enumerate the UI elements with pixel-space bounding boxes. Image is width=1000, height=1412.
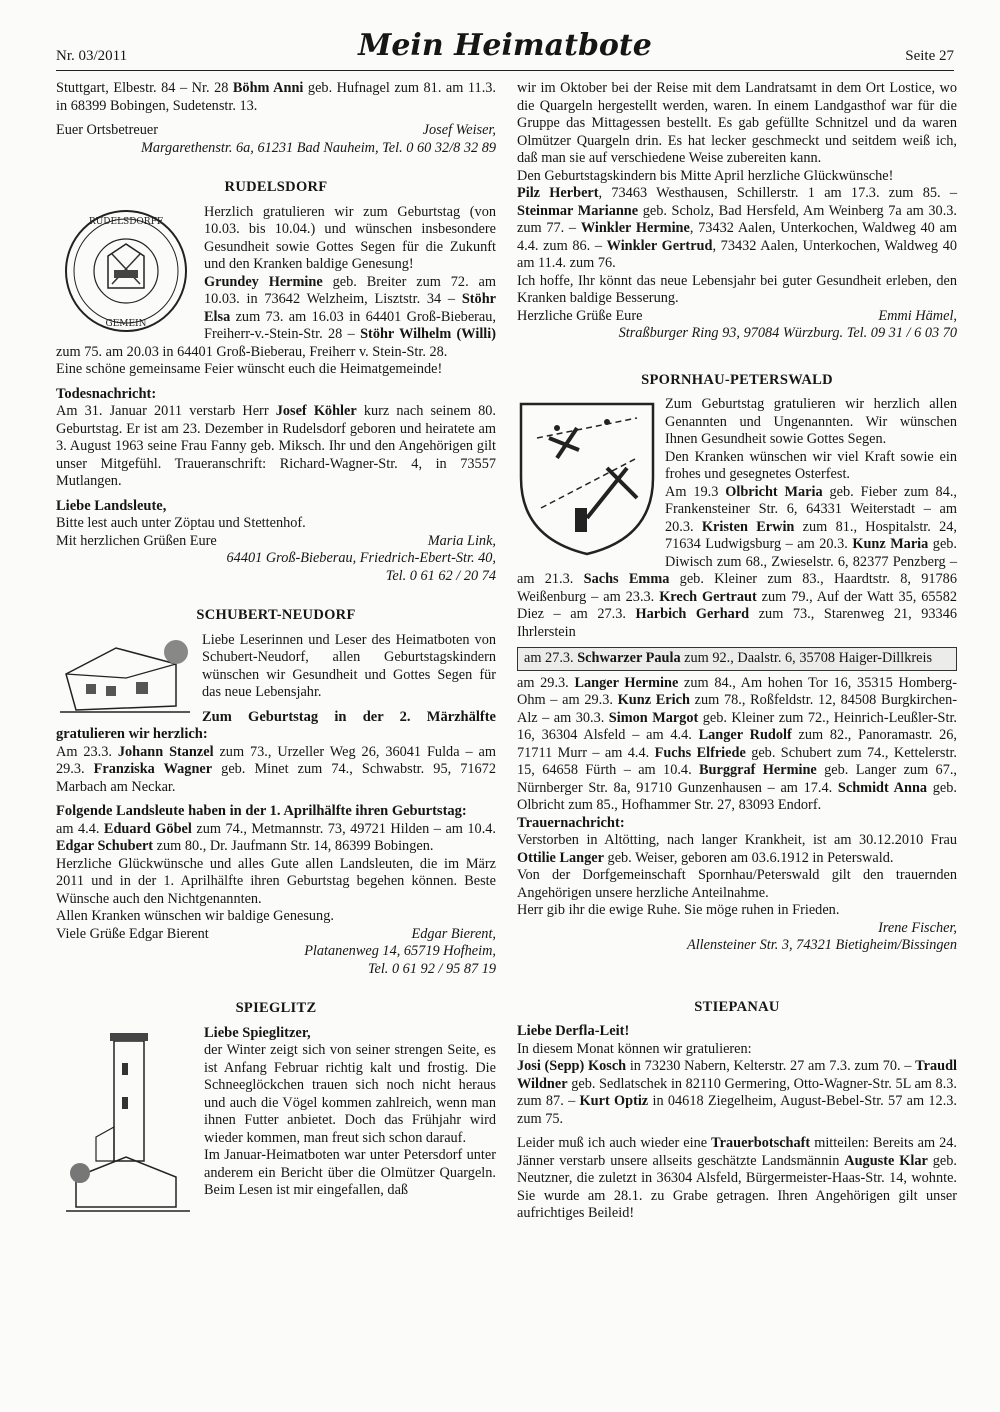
section-title-spornhau-peterswald: SPORNHAU-PETERSWALD [641, 371, 833, 388]
mourning-notice-heading: Trauernachricht: [517, 814, 625, 831]
page-header [56, 28, 954, 72]
schubert-april-list: am 4.4. Eduard Göbel zum 74., Metmannstr. 73, 49721 Hilden – am 10.4. Edgar Schubert zum 80., Dr. Jaufmann Str. 14, 86399 Bobingen. [56, 820, 497, 854]
schubert-address: Platanenweg 14, 65719 Hofheim, [304, 943, 496, 959]
schubert-signature: Viele Grüße Edgar Bierent Edgar Bierent, [56, 925, 496, 942]
stiepanau-mourning: Leider muß ich auch wieder eine Trauerbotschaft mitteilen: Bereits am 24. Jänner verstarb unsere allseits geschätzte Landsmännin Auguste Klar geb. Neutzner, die zuletzt in 36304 Alsfeld, Bürgermeister-Haas-Str. 14, wohnte. Sie wurde am 28.1. zu Grabe getragen. Ihren Angehörigen gilt unser aufrichtiges Beileid! [517, 1135, 957, 1221]
page-number: Seite 27 [905, 48, 954, 64]
spornhau-coat-of-arms-image [517, 398, 657, 564]
intro-signature: Euer Ortsbetreuer Josef Weiser, [56, 122, 496, 138]
spieglitz-signature: Herzliche Grüße Eure Emmi Hämel, [517, 307, 957, 324]
schubert-wishes: Herzliche Glückwünsche und alles Gute allen Landsleuten, die im März 2011 und in der 1. Aprilhälfte ihren Geburtstag begehen können. Beste Wünsche auch den Nichtgenannten. [56, 855, 496, 907]
mourning-prayer: Herr gib ihr die ewige Ruhe. Sie möge ruhen in Frieden. [517, 902, 840, 918]
spieglitz-paragraph-2: Im Januar-Heimatboten war unter Petersdorf unter anderem ein Bericht über die Olmützer Quargeln. Beim Lesen ist mir eingefallen, daß [204, 1147, 496, 1198]
spornhau-birthday-list-2: am 29.3. Langer Hermine zum 84., Am hohen Tor 16, 35315 Homberg-Ohm – am 29.3. Kunz Erich zum 78., Roßfeldstr. 12, 84508 Burgkirchen-Alz – am 30.3. Simon Margot geb. Kleiner zum 72., Heinrich-Leußler-Str. 16, 36304 Alsfeld – am 4.4. Langer Rudolf zum 82., Panoramastr. 26, 71711 Murr – am 4.4. Fuchs Elfriede geb. Schubert zum 74., Kettelerstr. 15, 64658 Fürth – am 10.4. Burggraf Hermine geb. Langer zum 67., Nürnberger Str. 8a, 91710 Gunzenhausen – am 17.4. Schmidt Anna geb. Olbricht zum 85., Hofhammer Str. 27, 83093 Endorf. [517, 674, 958, 813]
spornhau-address: Allensteiner Str. 3, 74321 Bietigheim/Bissingen [686, 937, 957, 953]
section-title-rudelsdorf: RUDELSDORF [224, 179, 328, 195]
stiepanau-birthday-list: Josi (Sepp) Kosch in 73230 Nabern, Kelterstr. 27 am 7.3. zum 70. – Traudl Wildner geb. Sedlatschek in 82110 Germering, Otto-Wagner-Str. 5L am 8.3. zum 87. – Kurt Optiz in 04618 Ziegelheim, August-Bebel-Str. 57 am 12.3. zum 75. [517, 1058, 958, 1127]
intro-address: Margarethenstr. 6a, 61231 Bad Nauheim, Tel. 0 60 32/8 32 89 [140, 139, 496, 156]
schubert-house-image [56, 634, 194, 722]
death-notice-heading: Todesnachricht: [56, 385, 157, 402]
stiepanau-greeting: Liebe Derfla-Leit! [517, 1023, 630, 1039]
mourning-community: Von der Dorfgemeinschaft Spornhau/Peterswald gilt den trauernden Angehörigen unsere herzliche Anteilnahme. [517, 867, 957, 901]
spieglitz-birthday-greeting: Den Geburtstagskindern bis Mitte April herzliche Glückwünsche! [517, 167, 894, 184]
stiepanau-intro: In diesem Monat können wir gratulieren: [517, 1040, 752, 1057]
spieglitz-address: Straßburger Ring 93, 97084 Würzburg. Tel. 09 31 / 6 03 70 [618, 325, 957, 341]
svg-text:RUDELSDORFF: RUDELSDORFF [88, 216, 164, 227]
rudelsdorf-phone: Tel. 0 61 62 / 20 74 [385, 567, 496, 584]
rudelsdorf-address: 64401 Groß-Bieberau, Friedrich-Ebert-Str. 40, [226, 550, 496, 566]
rudelsdorf-seal-image [56, 206, 196, 342]
intro-paragraph: Stuttgart, Elbestr. 84 – Nr. 28 Böhm Anni geb. Hufnagel zum 81. am 11.3. in 68399 Bobingen, Sudetenstr. 13. [56, 80, 496, 114]
mourning-notice-text: Verstorben in Altötting, nach langer Krankheit, ist am 30.12.2010 Frau Ottilie Langer geb. Weiser, geboren am 03.6.1912 in Peterswald. [517, 832, 957, 866]
schubert-get-well: Allen Kranken wünschen wir baldige Genesung. [56, 908, 334, 924]
right-column [517, 80, 957, 1223]
rudelsdorf-wish: Eine schöne gemeinsame Feier wünscht euch die Heimatgemeinde! [56, 361, 443, 377]
masthead-logo: Mein Heimatbote [358, 28, 652, 63]
svg-text:GEMEIN: GEMEIN [105, 318, 147, 329]
rudelsdorf-signature: Mit herzlichen Grüßen Eure Maria Link, [56, 532, 496, 549]
spieglitz-greeting: Liebe Spieglitzer, [204, 1024, 311, 1041]
left-column [56, 80, 496, 1224]
rudelsdorf-birthdays: Grundey Hermine geb. Breiter zum 72. am 10.03. in 73642 Welzheim, Lisztstr. 34 – Stöhr Elsa zum 73. am 16.03 in 64401 Groß-Bieberau, Freiherr-v.-Stein-Str. 28 – Stöhr Wilhelm (Willi) zum 75. am 20.03 in 64401 Groß-Bieberau, Freiherr v. Stein-Str. 28. [56, 273, 496, 360]
spieglitz-paragraph-1: der Winter zeigt sich von seiner strengen Seite, es ist Anfang Februar richtig kalt und frostig. Die Schneeglöckchen trauen sich noch nicht heraus und auch die Vögel kommen zahlreich, wenn man ihnen Futter anbietet. Doch das Frühjahr wird wieder kommen, man freut sich schon darauf. [204, 1042, 496, 1146]
spornhau-signature: Irene Fischer, [878, 919, 957, 936]
schubert-march-list: Am 23.3. Johann Stanzel zum 73., Urzeller Weg 26, 36041 Fulda – am 29.3. Franziska Wagner geb. Minet zum 74., Schwabstr. 95, 71672 Marbach am Neckar. [56, 743, 496, 795]
issue-number: Nr. 03/2011 [56, 48, 128, 64]
landsleute-heading: Liebe Landsleute, [56, 497, 167, 514]
spieglitz-birthday-list: Pilz Herbert, 73463 Westhausen, Schillerstr. 1 am 17.3. zum 85. – Steinmar Marianne geb. Scholz, Bad Hersfeld, Am Weinberg 7a am 30.3. zum 77. – Winkler Hermine, 73432 Aalen, Unterkochen, Waldweg 40 am 4.4. zum 86. – Winkler Gertrud, 73432 Aalen, Unterkochen, Waldweg 40 am 11.4. zum 76. [517, 185, 958, 271]
section-title-schubert-neudorf: SCHUBERT-NEUDORF [196, 607, 356, 623]
schubert-intro: Liebe Leserinnen und Leser des Heimatboten von Schubert-Neudorf, allen Geburtstagskindern wünschen wir Gesundheit und Gottes Segen für das neue Lebensjahr. [202, 631, 496, 700]
section-title-stiepanau: STIEPANAU [694, 998, 780, 1015]
landsleute-text: Bitte lest auch unter Zöptau und Stettenhof. [56, 515, 306, 531]
spieglitz-tower-image [56, 1027, 196, 1223]
schubert-april-heading: Folgende Landsleute haben in der 1. Aprilhälfte ihren Geburtstag: [56, 803, 467, 819]
spieglitz-continued: wir im Oktober bei der Reise mit dem Landratsamt in dem Ort Lostice, wo die Quargeln hergestellt werden, waren. In einem Landgasthof war für die Gruppe das Mittagessen bestellt. Es gab gefüllte Schnitzel und da waren Olmützer Quargeln drin. Es hat lecker geschmeckt und seitdem weiß ich, daß man sie auf verschiedene Weise zubereiten kann. [517, 80, 957, 166]
spieglitz-hope: Ich hoffe, Ihr könnt das neue Lebensjahr bei guter Gesundheit erleben, den Kranken baldige Besserung. [517, 272, 957, 306]
rudelsdorf-intro: Herzlich gratulieren wir zum Geburtstag (von 10.03. bis 10.04.) und wünschen insbesondere Gesundheit sowie Gottes Segen für die Zukunft und den Kranken baldige Genesung! [204, 203, 496, 272]
spornhau-intro: Zum Geburtstag gratulieren wir herzlich allen Genannten und Ungenannten. Wir wünschen Ihnen Gesundheit sowie Gottes Segen. [665, 396, 957, 447]
spornhau-birthday-list-1: Am 19.3 Olbricht Maria geb. Fieber zum 84., Frankensteiner Str. 6, 64331 Weiterstadt – am 20.3. Kristen Erwin zum 81., Hospitalstr. 24, 71634 Ludwigsburg – am 20.3. Kunz Maria geb. Diwisch zum 68., Zwieselstr. 6, 82377 Penzberg – am 21.3. Sachs Emma geb. Kleiner zum 83., Haardtstr. 8, 91786 Weißenburg – am 23.3. Krech Gertraut zum 79., Auf der Watt 35, 65582 Diez – am 27.3. Harbich Gerhard zum 73., Starenweg 21, 93346 Ihrlerstein [517, 483, 958, 640]
schubert-march-heading: Zum Geburtstag in der 2. Märzhälfte gratulieren wir herzlich: [56, 708, 496, 742]
spornhau-get-well: Den Kranken wünschen wir viel Kraft sowie ein frohes und gesegnetes Osterfest. [665, 448, 957, 482]
section-title-spieglitz: SPIEGLITZ [235, 1000, 317, 1016]
highlighted-birthday-box: am 27.3. Schwarzer Paula zum 92., Daalstr. 6, 35708 Haiger-Dillkreis [517, 647, 957, 671]
death-notice-text: Am 31. Januar 2011 verstarb Herr Josef Köhler kurz nach seinem 80. Geburtstag. Er ist am 23. Dezember in Rudelsdorf geboren und heiratete am 3. August 1963 seine Frau Fanny geb. Miksch. Ihr und den Angehörigen gilt unser Mitgefühl. Traueranschrift: Richard-Wagner-Str. 4, in 73557 Mutlangen. [56, 403, 496, 489]
schubert-phone: Tel. 0 61 92 / 95 87 19 [367, 960, 496, 977]
header-rule [56, 70, 954, 71]
